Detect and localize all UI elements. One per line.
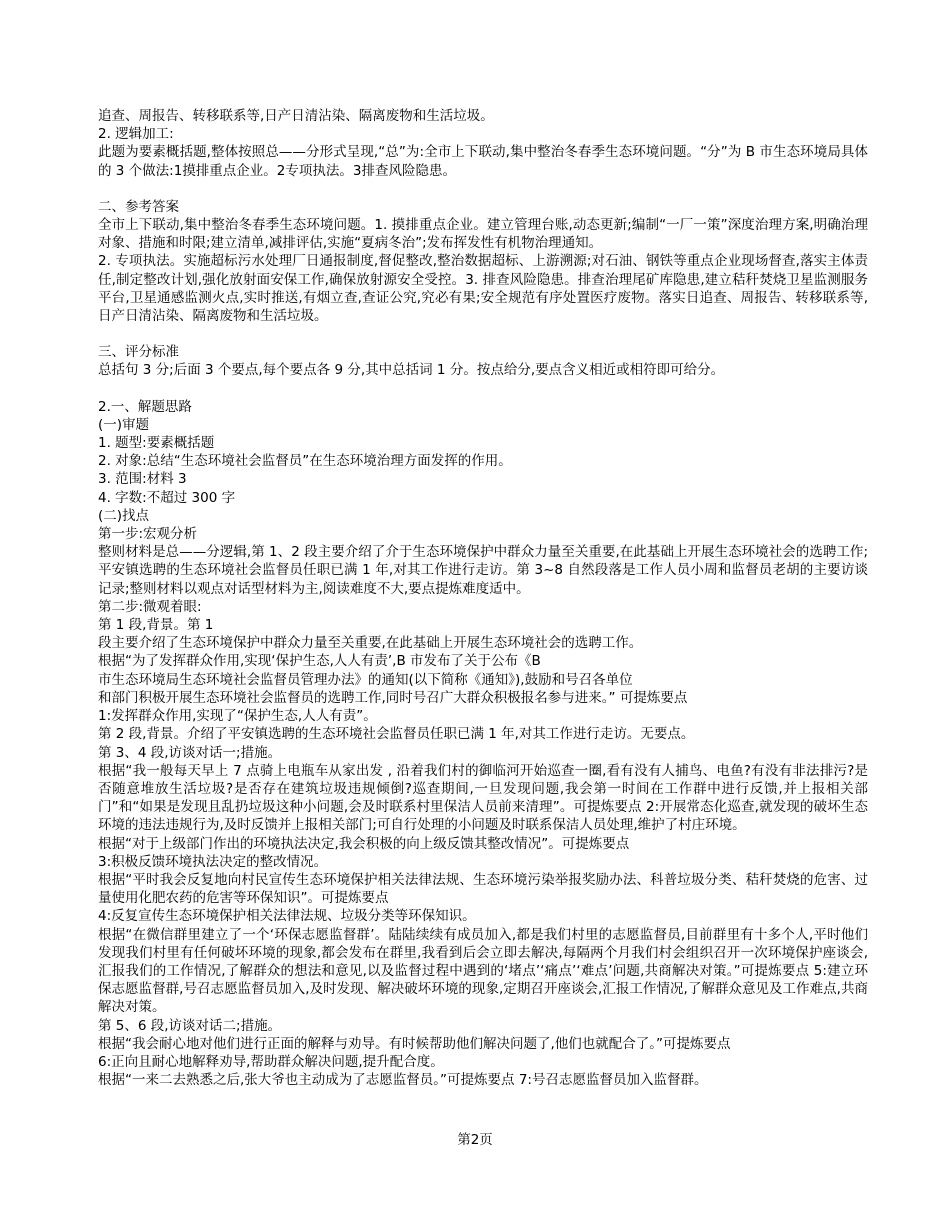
paragraph: 三、评分标准 [98, 344, 179, 361]
paragraph: 此题为要素概括题,整体按照总——分形式呈现,“总”为:全市上下联动,集中整治冬春季生态环境问题。“分”为 B 市生态环境局具体的 3 个做法:1摸排重点企业。2专项执法。3排查风险隐患。 [98, 144, 868, 179]
paragraph: 全市上下联动,集中整治冬春季生态环境问题。1. 摸排重点企业。建立管理台账,动态更新;编制“一厂一策”深度治理方案,明确治理对象、措施和时限;建立清单,减排评估,实施“夏病冬治”;发布挥发性有机物治理通知。 [98, 217, 868, 252]
paragraph: 市生态环境局生态环境社会监督员管理办法》的通知(以下简称《通知》),鼓励和号召各单位 [98, 671, 633, 688]
paragraph: 1. 题型:要素概括题 [98, 435, 215, 452]
paragraph: 段主要介绍了生态环境保护中群众力量至关重要,在此基础上开展生态环境社会的选聘工作。 [98, 635, 643, 652]
paragraph: 第 3、4 段,访谈对话一;措施。 [98, 744, 282, 761]
paragraph: 2. 逻辑加工: [98, 126, 174, 143]
paragraph: 2. 对象:总结“生态环境社会监督员”在生态环境治理方面发挥的作用。 [98, 453, 512, 470]
paragraph: 3:积极反馈环境执法决定的整改情况。 [98, 853, 328, 870]
paragraph: 第 5、6 段,访谈对话二;措施。 [98, 1017, 282, 1034]
paragraph: 根据“平时我会反复地向村民宣传生态环境保护相关法律法规、生态环境污染举报奖励办法、科普垃圾分类、秸秆焚烧的危害、过量使用化肥农药的危害等环保知识”。可提炼要点 [98, 871, 868, 907]
paragraph: 二、参考答案 [98, 198, 179, 215]
paragraph: 2.一、解题思路 [98, 398, 192, 415]
paragraph: 4. 字数:不超过 300 字 [98, 489, 236, 506]
paragraph: 追查、周报告、转移联系等,日产日清沾染、隔离废物和生活垃圾。 [98, 108, 494, 124]
paragraph: 第一步:宏观分析 [98, 526, 198, 543]
document-body [98, 107, 868, 1089]
paragraph: 6:正向且耐心地解释劝导,帮助群众解决问题,提升配合度。 [98, 1053, 444, 1070]
paragraph: 根据“我会耐心地对他们进行正面的解释与劝导。有时候帮助他们解决问题了,他们也就配合了。”可提炼要点 [98, 1035, 731, 1052]
paragraph: 总括句 3 分;后面 3 个要点,每个要点各 9 分,其中总括词 1 分。按点给分,要点含义相近或相符即可给分。 [98, 362, 725, 379]
paragraph: 根据“一来二去熟悉之后,张大爷也主动成为了志愿监督员。”可提炼要点 7:号召志愿监督员加入监督群。 [98, 1072, 708, 1089]
paragraph: 3. 范围:材料 3 [98, 471, 187, 488]
paragraph: 1:发挥群众作用,实现了“保护生态,人人有责”。 [98, 708, 377, 725]
paragraph: (二)找点 [98, 507, 150, 524]
paragraph: 2. 专项执法。实施超标污水处理厂日通报制度,督促整改,整治数据超标、上游溯源;对石油、钢铁等重点企业现场督查,落实主体责任,制定整改计划,强化放射面安保工作,确保放射源安全受控。3. 排查风险隐患。排查治理尾矿库隐患,建立秸秆焚烧卫星监测服务平台,卫星通感监测火点,实时推送,有烟立查,查证公究,究必有果;安全规范有序处置医疗废物。落实日追查、周报告、转移联系等,日产日清沾染、隔离废物和生活垃圾。 [98, 253, 868, 325]
paragraph: 根据“我一般每天早上 7 点骑上电瓶车从家出发 , 沿着我们村的御临河开始巡查一圈,看有没有人捕鸟、电鱼?有没有非法排污?是否随意堆放生活垃圾?是否存在建筑垃圾违规倾倒?巡查期间,一旦发现问题,我会第一时间在工作群中进行反馈,并上报相关部门”和“如果是发现且乱扔垃圾这种小问题,会及时联系村里保洁人员前来清理”。可提炼要点 2:开展常态化巡查,就发现的破坏生态环境的违法违规行为,及时反馈并上报相关部门;可自行处理的小问题及时联系保洁人员处理,维护了村庄环境。 [98, 762, 868, 834]
page-number: 第2页 [457, 1132, 493, 1148]
paragraph: 根据“在微信群里建立了一个‘环保志愿监督群’。陆陆续续有成员加入,都是我们村里的志愿监督员,目前群里有十多个人,平时他们发现我们村里有任何破坏环境的现象,都会发布在群里,我看到后会立即去解决,每隔两个月我们村会组织召开一次环境保护座谈会,汇报我们的工作情况,了解群众的想法和意见,以及监督过程中遇到的‘堵点’‘痛点’‘难点’问题,共商解决对策。”可提炼要点 5:建立环保志愿监督群,号召志愿监督员加入,及时发现、解决破坏环境的现象,定期召开座谈会,汇报工作情况,了解群众意见及工作难点,共商解决对策。 [98, 926, 868, 1016]
paragraph: 和部门积极开展生态环境社会监督员的选聘工作,同时号召广大群众积极报名参与进来。” 可提炼要点 [98, 689, 688, 706]
paragraph: 第二步:微观着眼: [98, 598, 202, 615]
paragraph: 第 2 段,背景。介绍了平安镇选聘的生态环境社会监督员任职已满 1 年,对其工作进行走访。无要点。 [98, 726, 695, 743]
paragraph: 第 1 段,背景。第 1 [98, 617, 214, 634]
paragraph: 根据“对于上级部门作出的环境执法决定,我会积极的向上级反馈其整改情况”。可提炼要点 [98, 835, 630, 852]
paragraph: 4:反复宣传生态环境保护相关法律法规、垃圾分类等环保知识。 [98, 908, 476, 925]
blank-line [98, 325, 868, 343]
blank-line [98, 380, 868, 398]
paragraph: (一)审题 [98, 416, 150, 433]
paragraph: 根据“为了发挥群众作用,实现‘保护生态,人人有责’,B 市发布了关于公布《B [98, 653, 541, 670]
blank-line [98, 180, 868, 198]
paragraph: 整则材料是总——分逻辑,第 1、2 段主要介绍了介于生态环境保护中群众力量至关重要,在此基础上开展生态环境社会的选聘工作;平安镇选聘的生态环境社会监督员任职已满 1 年,对其工作进行走访。第 3~8 自然段落是工作人员小周和监督员老胡的主要访谈记录;整则材料以观点对话型材料为主,阅读难度不大,要点提炼难度适中。 [98, 544, 868, 597]
